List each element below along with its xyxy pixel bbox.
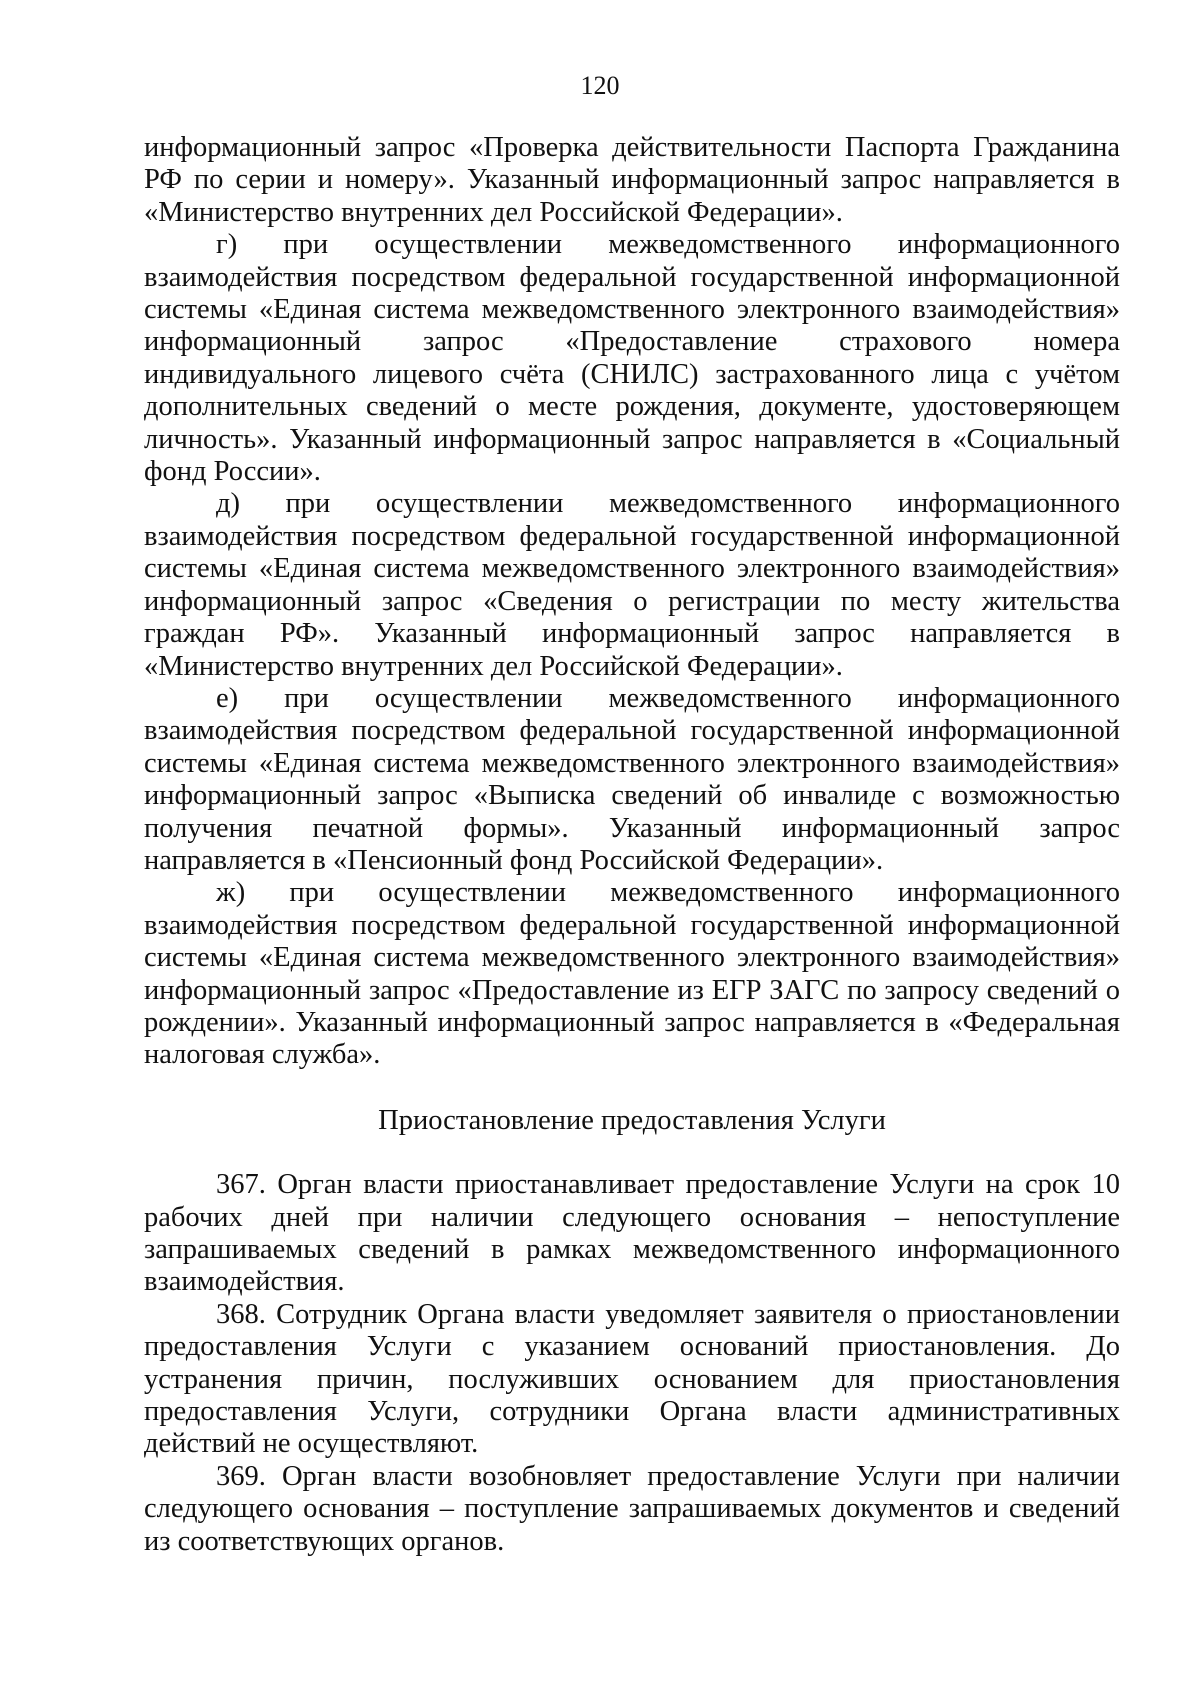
- paragraph-367: 367. Орган власти приостанавливает предоставление Услуги на срок 10 рабочих дней при наличии следующего основания – непоступление запрашиваемых сведений в рамках межведомственного информационного взаимодействия.: [144, 1169, 1120, 1298]
- paragraph-item-e: е) при осуществлении межведомственного информационного взаимодействия посредством федеральной государственной информационной системы «Единая система межведомственного электронного взаимодействия» информационный запрос «Выписка сведений об инвалиде с возможностью получения печатной формы». Указанный информационный запрос направляется в «Пенсионный фонд Российской Федерации».: [144, 682, 1120, 876]
- paragraph-item-zh: ж) при осуществлении межведомственного информационного взаимодействия посредством федеральной государственной информационной системы «Единая система межведомственного электронного взаимодействия» информационный запрос «Предоставление из ЕГР ЗАГС по запросу сведений о рождении». Указанный информационный запрос направляется в «Федеральная налоговая служба».: [144, 877, 1120, 1071]
- document-body: [144, 132, 1120, 1558]
- paragraph-369: 369. Орган власти возобновляет предоставление Услуги при наличии следующего основания – поступление запрашиваемых документов и сведений из соответствующих органов.: [144, 1460, 1120, 1557]
- paragraph-368: 368. Сотрудник Органа власти уведомляет заявителя о приостановлении предоставления Услуги с указанием оснований приостановления. До устранения причин, послуживших основанием для приостановления предоставления Услуги, сотрудники Органа власти административных действий не осуществляют.: [144, 1298, 1120, 1460]
- paragraph-item-d: д) при осуществлении межведомственного информационного взаимодействия посредством федеральной государственной информационной системы «Единая система межведомственного электронного взаимодействия» информационный запрос «Сведения о регистрации по месту жительства граждан РФ». Указанный информационный запрос направляется в «Министерство внутренних дел Российской Федерации».: [144, 488, 1120, 682]
- paragraph-continuation: информационный запрос «Проверка действительности Паспорта Гражданина РФ по серии и номеру». Указанный информационный запрос направляется в «Министерство внутренних дел Российской Федерации».: [144, 132, 1120, 228]
- page-number: 120: [580, 71, 620, 100]
- section-heading: Приостановление предоставления Услуги: [378, 1104, 886, 1136]
- paragraph-item-g: г) при осуществлении межведомственного информационного взаимодействия посредством федеральной государственной информационной системы «Единая система межведомственного электронного взаимодействия» информационный запрос «Предоставление страхового номера индивидуального лицевого счёта (СНИЛС) застрахованного лица с учётом дополнительных сведений о месте рождения, документе, удостоверяющем личность». Указанный информационный запрос направляется в «Социальный фонд России».: [144, 229, 1120, 488]
